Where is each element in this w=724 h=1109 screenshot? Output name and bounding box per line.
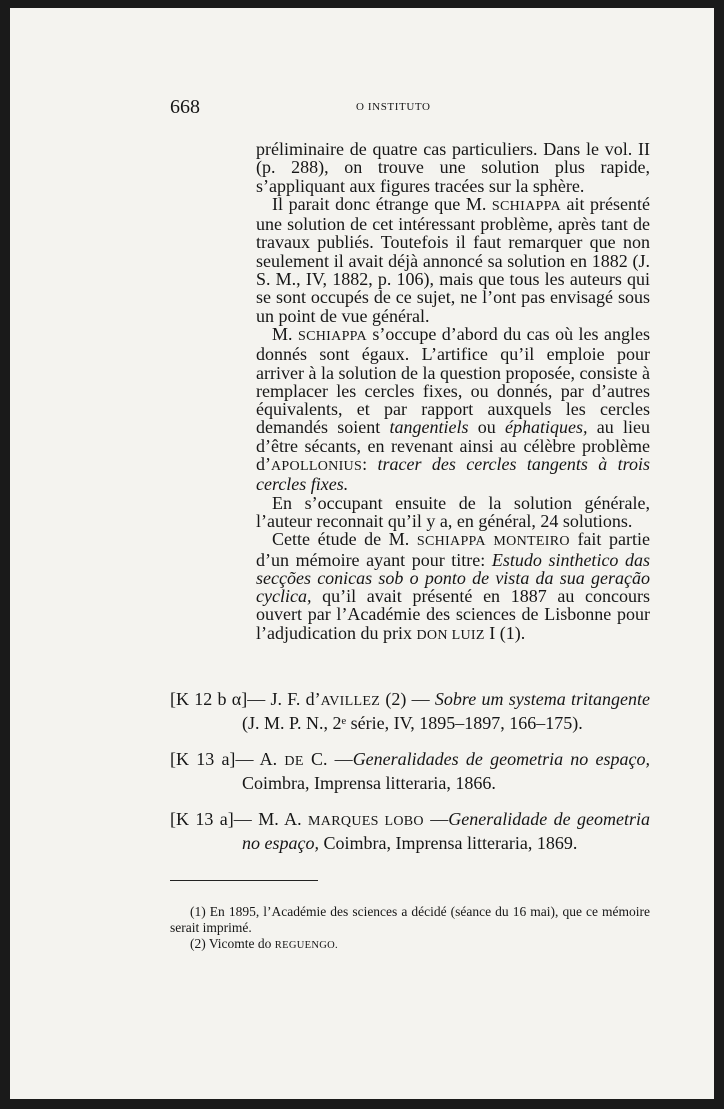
paragraph-1: préliminaire de quatre cas particuliers. Dans le vol. II (p. 288), on trouve une solution plus rapide, s’appliquant aux figures tracées sur la sphère. [256, 139, 650, 196]
paragraph-3: M. SCHIAPPA s’occupe d’abord du cas où les angles donnés sont égaux. L’artifice qu’il emploie pour arriver à la solution de la question proposée, consiste à remplacer les cercles fixes, ou donnés, par d’autres équivalents, et par rapport auxquels les cercles demandés soient tangentiels ou éphatiques, au lieu d’être sécants, en revenant ainsi au célèbre problème d’APOLLONIUS: tracer des cercles tangents à trois cercles fixes. [256, 323, 651, 495]
book-page [10, 8, 714, 1099]
classification-code: [K 13 a] [170, 749, 236, 769]
page-number: 668 [170, 96, 200, 118]
running-title: O INSTITUTO [356, 101, 431, 113]
footnotes [170, 904, 650, 954]
page-header [10, 96, 714, 120]
paragraph-2: Il parait donc étrange que M. SCHIAPPA ait présenté une solution de cet intéressant problème, après tant de travaux publiés. Toutefois il faut remarquer que non seulement il avait déjà annoncé sa solution en 1882 (J. S. M., IV, 1882, p. 106), mais que tous les auteurs qui se sont occupés de ce sujet, ne l’ont pas envisagé sous un point de vue général. [256, 193, 651, 326]
classification-code: [K 13 a] [170, 809, 234, 829]
bibliography-entry: [K 12 b α]— J. F. d’AVILLEZ (2) — Sobre um systema tritangente (J. M. P. N., 2ᵉ série, IV, 1895–1897, 166–175). [170, 689, 651, 733]
footnote-1: (1) En 1895, l’Académie des sciences a décidé (séance du 16 mai), que ce mémoire serait imprimé. [170, 904, 650, 935]
footnote-divider [170, 880, 318, 881]
paragraph-5: Cette étude de M. SCHIAPPA MONTEIRO fait partie d’un mémoire ayant pour titre: Estudo sinthetico das secções conicas sob o ponto de vista da sua geração cyclica, qu’il avait présenté en 1887 au concours ouvert par l’Académie des sciences de Lisbonne pour l’adjudication du prix DON LUIZ I (1). [256, 529, 651, 643]
author-name-schiappa: SCHIAPPA [491, 197, 561, 214]
classification-code: [K 12 b α] [170, 689, 248, 709]
footnote-2: (2) Vicomte do REGUENGO. [190, 936, 338, 951]
author-name-apollonius: APOLLONIUS [271, 458, 363, 475]
main-text-column [256, 140, 650, 644]
bibliography-entry: [K 13 a]— M. A. MARQUES LOBO —Generalidade de geometria no espaço, Coimbra, Imprensa litteraria, 1869. [170, 809, 651, 853]
paragraph-4: En s’occupant ensuite de la solution générale, l’auteur reconnait qu’il y a, en général, 24 solutions. [256, 492, 650, 531]
bibliography-entries [170, 688, 650, 868]
bibliography-entry: [K 13 a]— A. DE C. —Generalidades de geometria no espaço, Coimbra, Imprensa litteraria, 1866. [170, 749, 651, 793]
author-name-schiappa: SCHIAPPA [297, 327, 367, 344]
